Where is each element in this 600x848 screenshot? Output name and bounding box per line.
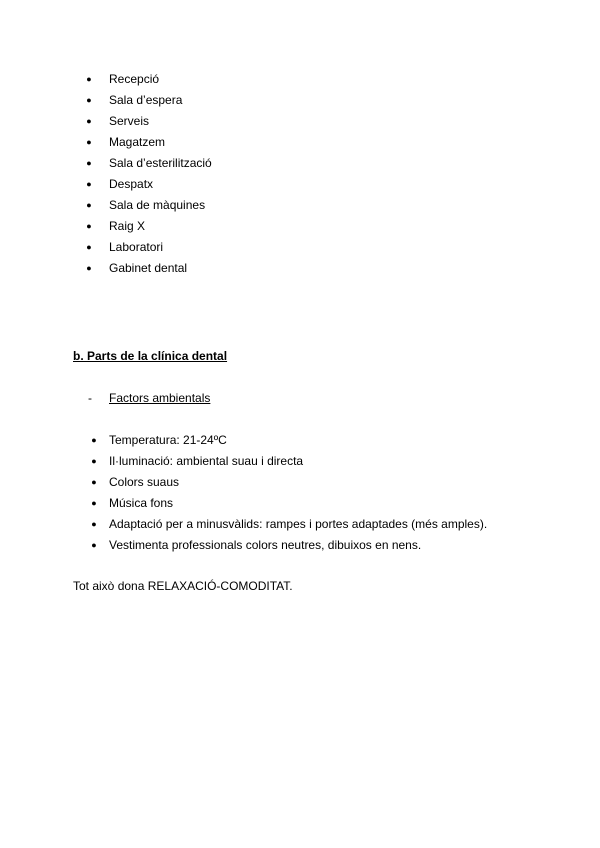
bullet-icon: ● — [91, 435, 97, 445]
list-item-text: Colors suaus — [109, 475, 180, 489]
list-item-text: Laboratori — [109, 240, 164, 254]
list-item-text: Sala de màquines — [109, 198, 206, 212]
list-item-text: Vestimenta professionals colors neutres, dibuixos en nens. — [109, 538, 422, 552]
list-item-text: Serveis — [109, 114, 150, 128]
bullet-icon: ● — [91, 498, 97, 508]
list-item-text: Sala d’esterilització — [109, 156, 212, 170]
list-item-text: Gabinet dental — [109, 261, 188, 275]
bullet-icon: ● — [86, 200, 92, 210]
bullet-icon: ● — [86, 137, 92, 147]
list-item-text: Despatx — [109, 177, 154, 191]
list-item-text: Temperatura: 21-24ºC — [109, 433, 227, 447]
subsection-heading-text: Factors ambientals — [109, 391, 211, 405]
bullet-icon: ● — [86, 221, 92, 231]
list-item-text: Recepció — [109, 72, 160, 86]
list-item-text: Raig X — [109, 219, 146, 233]
bullet-icon: ● — [86, 158, 92, 168]
section-heading: b. Parts de la clínica dental — [73, 349, 228, 363]
list-item-text: Música fons — [109, 496, 174, 510]
bullet-icon: ● — [91, 477, 97, 487]
bullet-icon: ● — [91, 540, 97, 550]
conclusion-paragraph: Tot això dona RELAXACIÓ-COMODITAT. — [73, 579, 293, 593]
bullet-icon: ● — [91, 456, 97, 466]
bullet-icon: ● — [86, 116, 92, 126]
bullet-icon: ● — [91, 519, 97, 529]
bullet-icon: ● — [86, 74, 92, 84]
dash-marker: - — [88, 391, 92, 405]
bullet-icon: ● — [86, 263, 92, 273]
bullet-icon: ● — [86, 179, 92, 189]
list-item-text: Magatzem — [109, 135, 166, 149]
list-item-text: Sala d’espera — [109, 93, 183, 107]
bullet-icon: ● — [86, 95, 92, 105]
list-item-text: Il·luminació: ambiental suau i directa — [109, 454, 304, 468]
list-item-text: Adaptació per a minusvàlids: rampes i portes adaptades (més amples). — [109, 517, 488, 531]
bullet-icon: ● — [86, 242, 92, 252]
